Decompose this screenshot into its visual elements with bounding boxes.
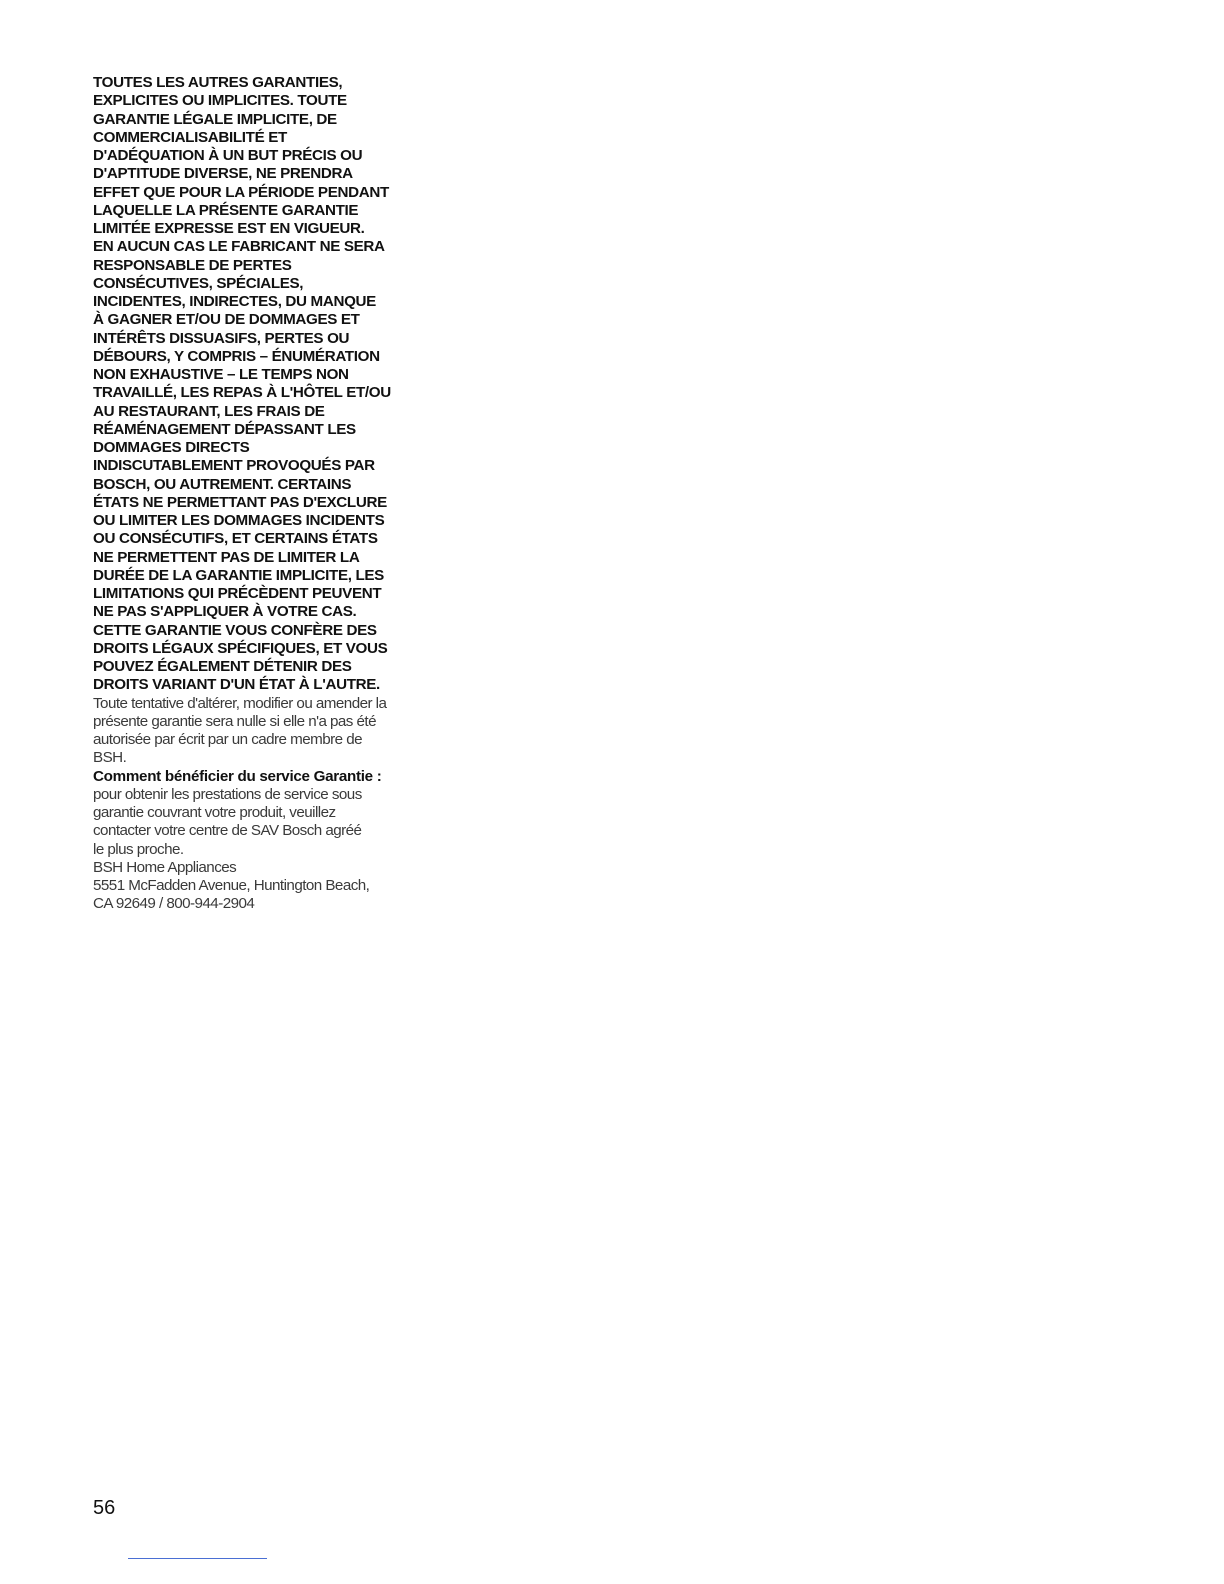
- disclaimer-line: NE PAS S'APPLIQUER À VOTRE CAS.: [93, 603, 357, 621]
- disclaimer-line: LAQUELLE LA PRÉSENTE GARANTIE: [93, 201, 359, 219]
- footer-divider: [128, 1558, 267, 1559]
- disclaimer-line: D'ADÉQUATION À UN BUT PRÉCIS OU: [93, 147, 363, 164]
- disclaimer-line: POUVEZ ÉGALEMENT DÉTENIR DES: [93, 658, 352, 675]
- company-name: BSH Home Appliances: [93, 858, 237, 876]
- disclaimer-line: RÉAMÉNAGEMENT DÉPASSANT LES: [93, 420, 356, 438]
- address-line: CA 92649 / 800-944-2904: [93, 895, 255, 913]
- page-number: 56: [93, 1497, 116, 1519]
- disclaimer-line: INTÉRÊTS DISSUASIFS, PERTES OU: [93, 329, 350, 347]
- alteration-line: autorisée par écrit par un cadre membre de: [93, 731, 362, 748]
- service-line: pour obtenir les prestations de service sous: [93, 785, 362, 803]
- disclaimer-line: DOMMAGES DIRECTS: [93, 439, 250, 456]
- disclaimer-line: NE PERMETTENT PAS DE LIMITER LA: [93, 548, 360, 566]
- disclaimer-line: RESPONSABLE DE PERTES: [93, 256, 292, 274]
- disclaimer-line: DÉBOURS, Y COMPRIS – ÉNUMÉRATION: [93, 347, 380, 365]
- service-line: le plus proche.: [93, 840, 184, 858]
- disclaimer-line: CONSÉCUTIVES, SPÉCIALES,: [93, 274, 304, 292]
- alteration-line: présente garantie sera nulle si elle n'a pas été: [93, 712, 376, 730]
- address-line: 5551 McFadden Avenue, Huntington Beach,: [93, 877, 370, 894]
- disclaimer-line: AU RESTAURANT, LES FRAIS DE: [93, 402, 325, 420]
- disclaimer-line: INDISCUTABLEMENT PROVOQUÉS PAR: [93, 457, 375, 475]
- warranty-text-column: [93, 74, 423, 914]
- disclaimer-line: EXPLICITES OU IMPLICITES. TOUTE: [93, 92, 347, 110]
- disclaimer-line: D'APTITUDE DIVERSE, NE PRENDRA: [93, 165, 353, 183]
- service-heading: Comment bénéficier du service Garantie :: [93, 767, 382, 785]
- disclaimer-line: ÉTATS NE PERMETTANT PAS D'EXCLURE: [93, 493, 387, 511]
- disclaimer-line: TRAVAILLÉ, LES REPAS À L'HÔTEL ET/OU: [93, 384, 391, 402]
- disclaimer-line: DROITS LÉGAUX SPÉCIFIQUES, ET VOUS: [93, 639, 388, 657]
- disclaimer-line: OU LIMITER LES DOMMAGES INCIDENTS: [93, 512, 385, 529]
- disclaimer-line: CETTE GARANTIE VOUS CONFÈRE DES: [93, 621, 377, 639]
- disclaimer-line: EN AUCUN CAS LE FABRICANT NE SERA: [93, 238, 385, 256]
- disclaimer-line: LIMITÉE EXPRESSE EST EN VIGUEUR.: [93, 220, 365, 237]
- warranty-service-section: [93, 768, 423, 914]
- alteration-line: Toute tentative d'altérer, modifier ou amender la: [93, 694, 387, 712]
- warranty-disclaimer-paragraph: [93, 74, 423, 695]
- alteration-line: BSH.: [93, 749, 127, 767]
- disclaimer-line: DROITS VARIANT D'UN ÉTAT À L'AUTRE.: [93, 676, 380, 694]
- disclaimer-line: GARANTIE LÉGALE IMPLICITE, DE: [93, 110, 337, 128]
- disclaimer-line: DURÉE DE LA GARANTIE IMPLICITE, LES: [93, 566, 384, 584]
- disclaimer-line: NON EXHAUSTIVE – LE TEMPS NON: [93, 366, 349, 383]
- disclaimer-line: INCIDENTES, INDIRECTES, DU MANQUE: [93, 293, 376, 310]
- service-line: garantie couvrant votre produit, veuillez: [93, 804, 336, 821]
- disclaimer-line: À GAGNER ET/OU DE DOMMAGES ET: [93, 311, 360, 329]
- service-line: contacter votre centre de SAV Bosch agréé: [93, 822, 362, 840]
- disclaimer-line: LIMITATIONS QUI PRÉCÈDENT PEUVENT: [93, 585, 382, 602]
- disclaimer-line: TOUTES LES AUTRES GARANTIES,: [93, 74, 343, 91]
- disclaimer-line: EFFET QUE POUR LA PÉRIODE PENDANT: [93, 183, 389, 201]
- disclaimer-line: OU CONSÉCUTIFS, ET CERTAINS ÉTATS: [93, 530, 378, 548]
- alteration-notice-paragraph: [93, 695, 423, 768]
- disclaimer-line: COMMERCIALISABILITÉ ET: [93, 128, 287, 146]
- disclaimer-line: BOSCH, OU AUTREMENT. CERTAINS: [93, 475, 352, 493]
